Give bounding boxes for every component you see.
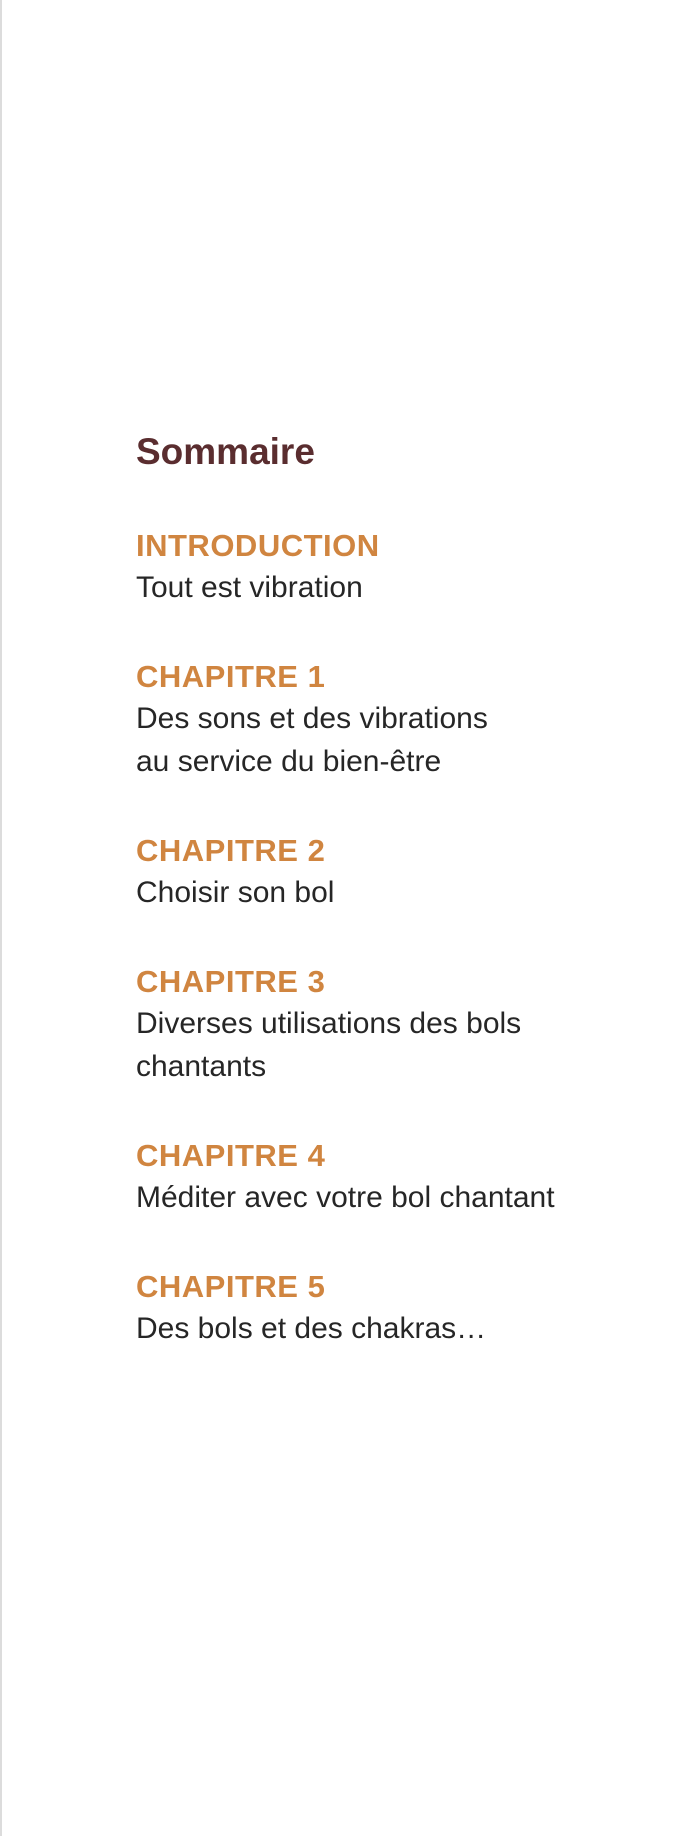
entry-label: INTRODUCTION [136,528,380,563]
entry-subtitle: Choisir son bol [136,876,335,909]
entry-subtitle: Des bols et des chakras… [136,1312,487,1345]
page-edge-line [0,0,2,1836]
entry-subtitle: Des sons et des vibrations au service du bien-être [136,702,488,778]
toc-entry-chapter-1[interactable] [136,657,656,783]
toc-entry-chapter-2[interactable] [136,831,656,914]
toc-entry-chapter-5[interactable] [136,1267,656,1350]
toc-entry-chapter-4[interactable] [136,1136,656,1219]
entry-label: CHAPITRE 5 [136,1269,326,1304]
entry-subtitle: Méditer avec votre bol chantant [136,1181,555,1214]
entry-subtitle: Tout est vibration [136,571,363,604]
entry-label: CHAPITRE 3 [136,964,326,999]
entry-label: CHAPITRE 4 [136,1138,326,1173]
table-of-contents [136,430,656,1398]
toc-entry-introduction[interactable] [136,526,656,609]
entry-subtitle: Diverses utilisations des bols chantants [136,1007,522,1083]
entry-label: CHAPITRE 1 [136,659,326,694]
toc-entry-chapter-3[interactable] [136,962,656,1088]
toc-title: Sommaire [136,431,315,472]
entry-label: CHAPITRE 2 [136,833,326,868]
